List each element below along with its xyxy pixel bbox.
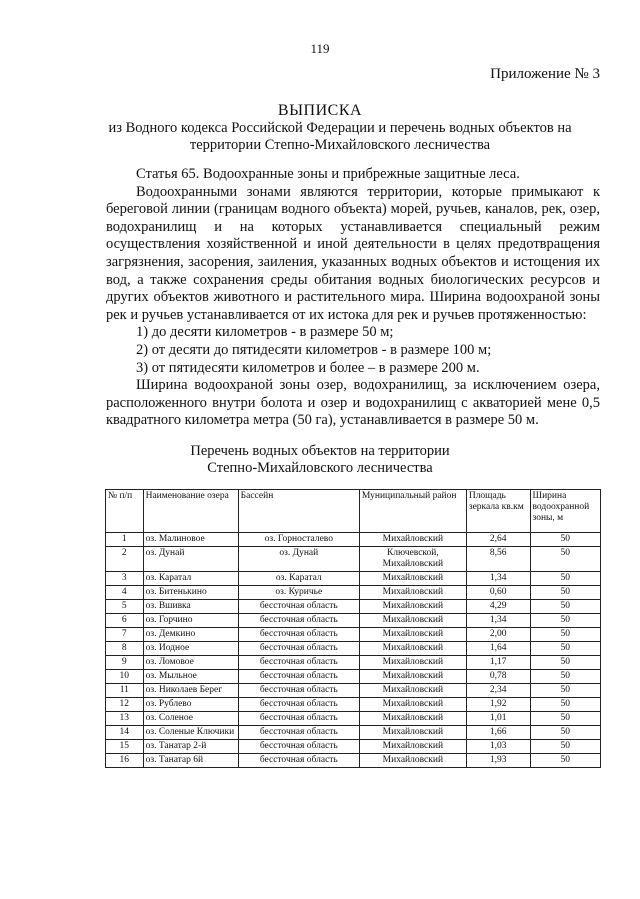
cell-lake-name: оз. Дунай [143,547,238,572]
table-row [106,740,601,754]
cell-number: 10 [106,670,144,684]
cell-zone-width: 50 [530,533,601,547]
cell-basin: оз. Куричье [238,586,359,600]
document-title: ВЫПИСКА [277,102,363,119]
cell-zone-width: 50 [530,572,601,586]
cell-municipal-district: Михайловский [359,614,466,628]
table-row [106,698,601,712]
cell-area: 1,92 [466,698,530,712]
cell-basin: оз. Горносталево [238,533,359,547]
cell-zone-width: 50 [530,586,601,600]
cell-area: 8,56 [466,547,530,572]
cell-zone-width: 50 [530,726,601,740]
cell-zone-width: 50 [530,642,601,656]
appendix-label: Приложение № 3 [490,66,600,82]
cell-area: 2,64 [466,533,530,547]
cell-number: 7 [106,628,144,642]
table-row [106,600,601,614]
cell-number: 2 [106,547,144,572]
cell-lake-name: оз. Каратал [143,572,238,586]
cell-basin: бессточная область [238,628,359,642]
cell-lake-name: оз. Малиновое [143,533,238,547]
header-lake-name: Наименование озера [143,490,238,533]
article-heading: Статья 65. Водоохранные зоны и прибрежные защитные леса. [136,166,520,182]
cell-area: 1,34 [466,614,530,628]
cell-municipal-district: Михайловский [359,572,466,586]
cell-number: 15 [106,740,144,754]
cell-lake-name: оз. Танатар 6й [143,754,238,768]
cell-number: 14 [106,726,144,740]
cell-area: 1,64 [466,642,530,656]
cell-number: 4 [106,586,144,600]
cell-basin: оз. Каратал [238,572,359,586]
cell-number: 11 [106,684,144,698]
water-objects-table [105,489,601,768]
cell-municipal-district: Михайловский [359,600,466,614]
table-body [106,533,601,768]
cell-municipal-district: Михайловский [359,740,466,754]
cell-basin: бессточная область [238,670,359,684]
table-row [106,572,601,586]
cell-zone-width: 50 [530,670,601,684]
cell-number: 8 [106,642,144,656]
list-title-line: Перечень водных объектов на территории [190,443,450,459]
cell-zone-width: 50 [530,698,601,712]
cell-lake-name: оз. Ломовое [143,656,238,670]
cell-lake-name: оз. Мыльное [143,670,238,684]
cell-area: 1,66 [466,726,530,740]
cell-number: 3 [106,572,144,586]
table-row [106,533,601,547]
header-municipal-district: Муниципальный район [359,490,466,533]
cell-municipal-district: Михайловский [359,754,466,768]
cell-basin: оз. Дунай [238,547,359,572]
cell-area: 1,01 [466,712,530,726]
cell-municipal-district: Михайловский [359,656,466,670]
cell-municipal-district: Михайловский [359,586,466,600]
article-paragraph: Ширина водоохраной зоны озер, водохранилищ, за исключением озера, расположенного внутри болота и озер и водохранилищ с акваторией мене 0,5 квадратного километра метра (50 га), устанавливается в размере 50 м. [106,377,600,429]
table-row [106,670,601,684]
cell-municipal-district: Ключевской, Михайловский [359,547,466,572]
header-number: № п/п [106,490,144,533]
cell-basin: бессточная область [238,754,359,768]
article-paragraph: Водоохранными зонами являются территории, которые примыкают к береговой линии (границам водного объекта) морей, ручьев, каналов, рек, озер, водохранилищ и на которых устанавливается специальный режим осуществления хозяйственной и иной деятельности в целях предотвращения загрязнения, засорения, заиления, указанных водных объектов и истощения их вод, а также сохранения среды обитания водных биологических ресурсов и других объектов животного и растительного мира. Ширина водоохраной зоны рек и ручьев устанавливается от их истока для рек и ручьев протяженностью: [106,183,600,323]
cell-basin: бессточная область [238,698,359,712]
cell-area: 1,03 [466,740,530,754]
cell-area: 1,17 [466,656,530,670]
cell-municipal-district: Михайловский [359,670,466,684]
cell-area: 4,29 [466,600,530,614]
cell-zone-width: 50 [530,754,601,768]
cell-municipal-district: Михайловский [359,712,466,726]
cell-area: 0,78 [466,670,530,684]
cell-number: 5 [106,600,144,614]
subtitle-line: территории Степно-Михайловского лесничества [189,137,491,153]
table-row [106,656,601,670]
cell-basin: бессточная область [238,726,359,740]
table-row [106,684,601,698]
table-row [106,712,601,726]
cell-lake-name: оз. Рублево [143,698,238,712]
cell-lake-name: оз. Вшивка [143,600,238,614]
cell-zone-width: 50 [530,614,601,628]
cell-number: 16 [106,754,144,768]
document-subtitle [60,120,620,154]
cell-lake-name: оз. Соленые Ключики [143,726,238,740]
cell-number: 13 [106,712,144,726]
cell-zone-width: 50 [530,684,601,698]
article-list-item: 2) от десяти до пятидесяти километров - в размере 100 м; [136,341,492,358]
table-row [106,754,601,768]
list-title-line: Степно-Михайловского лесничества [207,460,433,476]
cell-lake-name: оз. Битенькино [143,586,238,600]
header-zone-width: Ширина водоохранной зоны, м [530,490,601,533]
list-title [0,443,640,477]
cell-lake-name: оз. Николаев Берег [143,684,238,698]
subtitle-line: из Водного кодекса Российской Федерации и перечень водных объектов на [108,120,572,136]
cell-lake-name: оз. Горчино [143,614,238,628]
cell-municipal-district: Михайловский [359,684,466,698]
cell-zone-width: 50 [530,740,601,754]
cell-lake-name: оз. Демкино [143,628,238,642]
cell-zone-width: 50 [530,600,601,614]
cell-basin: бессточная область [238,642,359,656]
cell-municipal-district: Михайловский [359,726,466,740]
table-header-row [106,490,601,533]
cell-basin: бессточная область [238,740,359,754]
cell-basin: бессточная область [238,684,359,698]
table-row [106,628,601,642]
cell-number: 6 [106,614,144,628]
cell-number: 1 [106,533,144,547]
cell-municipal-district: Михайловский [359,628,466,642]
table-row [106,586,601,600]
table-row [106,726,601,740]
page-number: 119 [310,41,330,56]
cell-zone-width: 50 [530,712,601,726]
cell-zone-width: 50 [530,628,601,642]
cell-area: 1,34 [466,572,530,586]
cell-number: 9 [106,656,144,670]
cell-zone-width: 50 [530,656,601,670]
cell-area: 2,00 [466,628,530,642]
cell-lake-name: оз. Иодное [143,642,238,656]
cell-basin: бессточная область [238,712,359,726]
table-row [106,642,601,656]
article-list-item: 1) до десяти километров - в размере 50 м; [136,324,394,341]
article-text [106,166,600,430]
table-row [106,547,601,572]
cell-municipal-district: Михайловский [359,533,466,547]
cell-number: 12 [106,698,144,712]
cell-municipal-district: Михайловский [359,698,466,712]
cell-area: 0,60 [466,586,530,600]
article-list-item: 3) от пятидесяти километров и более – в размере 200 м. [136,359,480,376]
cell-basin: бессточная область [238,614,359,628]
cell-municipal-district: Михайловский [359,642,466,656]
header-area: Площадь зеркала кв.км [466,490,530,533]
cell-zone-width: 50 [530,547,601,572]
cell-area: 2,34 [466,684,530,698]
cell-lake-name: оз. Соленое [143,712,238,726]
header-basin: Бассейн [238,490,359,533]
cell-basin: бессточная область [238,600,359,614]
cell-lake-name: оз. Танатар 2-й [143,740,238,754]
table-row [106,614,601,628]
cell-area: 1,93 [466,754,530,768]
cell-basin: бессточная область [238,656,359,670]
